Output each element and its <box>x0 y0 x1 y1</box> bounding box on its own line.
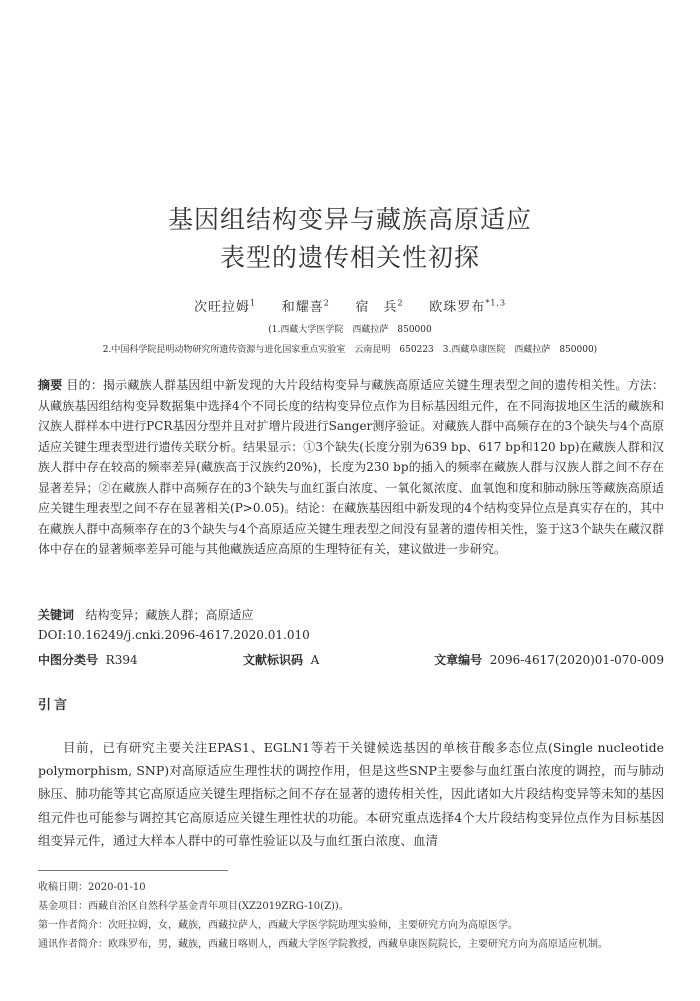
author-affiliation-mark: 1 <box>249 298 257 308</box>
classification-line <box>38 651 664 669</box>
author-name: 欧珠罗布 <box>429 300 486 315</box>
author-affiliation-mark: 2 <box>397 298 404 308</box>
keywords-label: 关键词 <box>38 608 75 622</box>
keywords-text: 结构变异；藏族人群；高原适应 <box>85 608 254 622</box>
doi: DOI:10.16249/j.cnki.2096-4617.2020.01.010 <box>38 628 310 642</box>
intro-paragraph: 目前，已有研究主要关注EPAS1、EGLN1等若干关键候选基因的单核苷酸多态位点(Single nucleotide polymorphism, SNP)对高原适应生理性状的调控作用，但是这些SNP主要参与血红蛋白浓度的调控，而与肺动脉压、肺功能等其它高原适应关键生理指标之间不存在显著的遗传相关性，因此诸如大片段结构变异等未知的基因组元件也可能参与调控其它高原适应关键生理性状的功能。本研究重点选择4个大片段结构变异位点作为目标基因组变异元件，通过大样本人群中的可靠性验证以及与血红蛋白浓度、血清 <box>38 740 664 848</box>
abstract-label: 摘要 <box>38 378 63 392</box>
paper-title-line-1: 基因组结构变异与藏族高原适应 <box>167 205 532 234</box>
doc-code-value: A <box>310 653 320 667</box>
doc-code-label: 文献标识码 <box>243 653 304 667</box>
article-number <box>434 651 664 668</box>
author-name: 和耀喜 <box>281 300 324 315</box>
affiliation-line-1: (1.西藏大学医学院 西藏拉萨 850000 <box>268 325 432 335</box>
article-no-label: 文章编号 <box>434 653 483 667</box>
author-affiliation-mark: 2 <box>323 298 330 308</box>
footnote-first-author: 第一作者简介：次旺拉姆，女，藏族，西藏拉萨人，西藏大学医学院助理实验师，主要研究方向为高原医学。 <box>38 920 518 931</box>
document-code <box>243 651 319 668</box>
author-name: 宿 兵 <box>355 300 398 315</box>
footnote-corresponding-author: 通讯作者简介：欧珠罗布，男，藏族，西藏日喀则人，西藏大学医学院教授，西藏阜康医院院长，主要研究方向为高原适应机制。 <box>38 939 608 950</box>
clc-number <box>38 651 138 668</box>
author-list <box>0 296 700 315</box>
affiliation-line-2: 2.中国科学院昆明动物研究所遗传资源与进化国家重点实验室 云南昆明 650223 3.西藏阜康医院 西藏拉萨 850000) <box>102 345 598 355</box>
author-affiliation-mark: *1,3 <box>485 298 507 308</box>
abstract-text: 目的：揭示藏族人群基因组中新发现的大片段结构变异与藏族高原适应关键生理表型之间的遗传相关性。方法：从藏族基因组结构变异数据集中选择4个不同长度的结构变异位点作为目标基因组元件，在不同海拔地区生活的藏族和汉族人群样本中进行PCR基因分型并且对扩增片段进行Sanger测序验证。对藏族人群中高频存在的3个缺失与4个高原适应关键生理表型进行遗传关联分析。结果显示：①3个缺失(长度分别为639 bp、617 bp和120 bp)在藏族人群和汉族人群中存在较高的频率差异(藏族高于汉族约20%)，长度为230 bp的插入的频率在藏族人群与汉族人群之间不存在显著差异；②在藏族人群中高频存在的3个缺失与血红蛋白浓度、一氧化氮浓度、血氧饱和度和肺动脉压等藏族高原适应关键生理表型之间不存在显著相关(P>0.05)。结论：在藏族基因组中新发现的4个结构变异位点是真实存在的，其中在藏族人群中高频率存在的3个缺失与4个高原适应关键生理表型之间没有显著的遗传相关性，鉴于这3个缺失在藏汉群体中存在的显著频率差异可能与其他藏族适应高原的生理特征有关，建议做进一步研究。 <box>38 378 664 556</box>
abstract <box>38 375 664 560</box>
footnote-fund: 基金项目：西藏自治区自然科学基金青年项目(XZ2019ZRG-10(Z))。 <box>38 901 349 912</box>
keywords <box>38 606 253 623</box>
article-no-value: 2096-4617(2020)01-070-009 <box>489 653 664 667</box>
clc-value: R394 <box>105 653 138 667</box>
author-name: 次旺拉姆 <box>193 300 250 315</box>
footnote-divider <box>38 870 228 871</box>
clc-label: 中图分类号 <box>38 653 99 667</box>
footnote-received-date: 收稿日期：2020-01-10 <box>38 882 146 893</box>
intro-heading: 引言 <box>38 698 71 713</box>
paper-title-line-2: 表型的遗传相关性初探 <box>219 243 480 272</box>
